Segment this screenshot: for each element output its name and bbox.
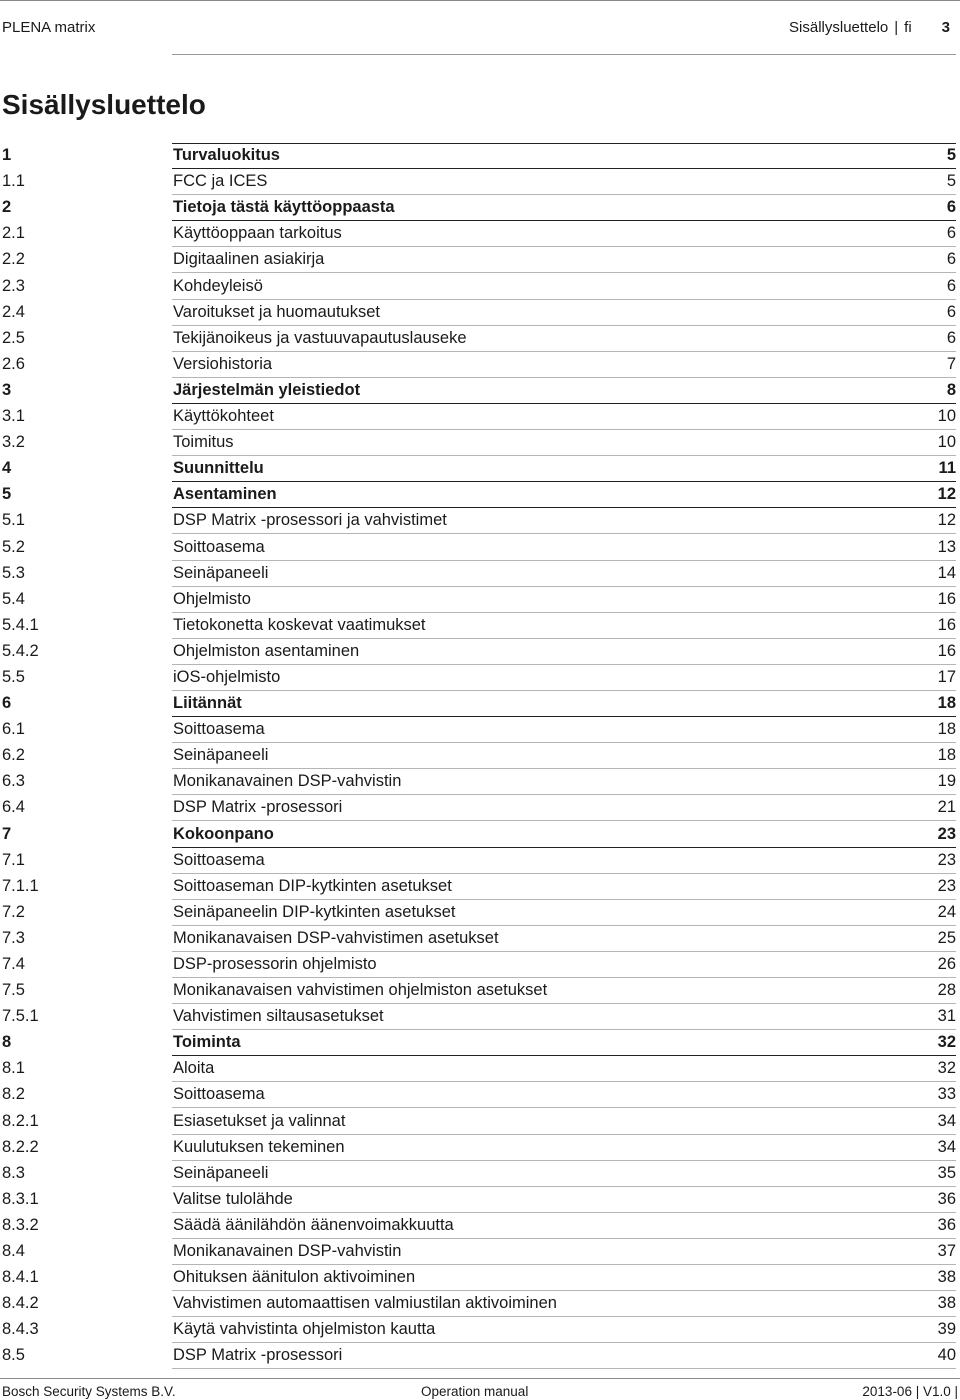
toc-entry-number: 7.5.1 (2, 1007, 39, 1026)
toc-entry[interactable] (0, 1030, 958, 1056)
toc-entry-page[interactable]: 18 (937, 746, 956, 765)
toc-entry[interactable] (0, 273, 958, 299)
toc-entry-page[interactable]: 39 (937, 1320, 956, 1339)
toc-entry-number: 5.4.2 (2, 641, 39, 660)
header-product-name: PLENA matrix (2, 19, 96, 36)
toc-entry-title[interactable]: Vahvistimen automaattisen valmiustilan aktivoiminen (173, 1294, 557, 1313)
toc-entry-number: 8.4.1 (2, 1268, 39, 1287)
toc-entry-number: 2.6 (2, 354, 25, 373)
toc-entry-number: 7.2 (2, 902, 25, 921)
toc-entry-title[interactable]: Säädä äänilähdön äänenvoimakkuutta (173, 1215, 454, 1234)
toc-entry[interactable] (0, 221, 958, 247)
toc-entry-title[interactable]: Käytä vahvistinta ohjelmiston kautta (173, 1320, 436, 1339)
toc-entry-number: 8.4 (2, 1242, 25, 1261)
toc-entry[interactable] (0, 1265, 958, 1291)
toc-entry-number: 4 (2, 459, 12, 478)
toc-entry[interactable] (0, 1135, 958, 1161)
toc-entry-page[interactable]: 6 (946, 198, 956, 217)
toc-entry-number: 5 (2, 485, 12, 504)
toc-entry[interactable] (0, 743, 958, 769)
toc-entry[interactable] (0, 482, 958, 508)
toc-entry-title[interactable]: Kohdeyleisö (173, 276, 263, 295)
toc-entry-page[interactable]: 25 (937, 928, 956, 947)
toc-entry-title[interactable]: Käyttöoppaan tarkoitus (173, 224, 342, 243)
toc-entry[interactable] (0, 926, 958, 952)
toc-entry-page[interactable]: 6 (946, 328, 956, 347)
toc-entry[interactable] (0, 326, 958, 352)
header-language: fi (904, 19, 912, 36)
footer-edition: 2013-06 | V1.0 | (862, 1384, 958, 1399)
toc-entry-number: 5.4 (2, 589, 25, 608)
toc-entry-number: 2.3 (2, 276, 25, 295)
toc-entry-title[interactable]: Aloita (173, 1059, 215, 1078)
toc-entry-title[interactable]: Kuulutuksen tekeminen (173, 1137, 345, 1156)
toc-entry-number: 7.3 (2, 928, 25, 947)
toc-entry[interactable] (0, 769, 958, 795)
toc-entry-number: 5.2 (2, 537, 25, 556)
toc-entry-page[interactable]: 18 (937, 694, 956, 713)
toc-entry[interactable] (0, 1161, 958, 1187)
toc-entry-page[interactable]: 6 (946, 224, 956, 243)
toc-entry-number: 8.3.2 (2, 1215, 39, 1234)
toc-entry-number: 3.1 (2, 407, 25, 426)
toc-entry-number: 8.2.1 (2, 1111, 39, 1130)
toc-entry-number: 3 (2, 380, 12, 399)
toc-entry[interactable] (0, 665, 958, 691)
toc-entry-title[interactable]: Monikanavainen DSP-vahvistin (173, 772, 402, 791)
toc-entry-number: 7.4 (2, 955, 25, 973)
toc-entry-title[interactable]: Seinäpaneeli (173, 746, 269, 765)
toc-entry-number: 8.1 (2, 1059, 25, 1078)
toc-entry[interactable] (0, 613, 958, 639)
page-title: Sisällysluettelo (2, 89, 206, 120)
toc-entry-page[interactable]: 5 (946, 146, 956, 165)
toc-entry-title[interactable]: Versiohistoria (173, 354, 273, 373)
toc-entry-title[interactable]: Digitaalinen asiakirja (173, 250, 325, 269)
toc-entry-title[interactable]: Monikanavaisen DSP-vahvistimen asetukset (173, 928, 499, 947)
toc-entry-page[interactable]: 17 (937, 667, 956, 686)
toc-entry-page[interactable]: 36 (937, 1215, 956, 1234)
toc-entry[interactable] (0, 561, 958, 587)
toc-entry-title[interactable]: Toimitus (173, 433, 234, 452)
toc-entry-title[interactable]: Esiasetukset ja valinnat (173, 1111, 346, 1130)
toc-entry-title[interactable]: Ohjelmiston asentaminen (173, 641, 360, 660)
toc-entry[interactable] (0, 1239, 958, 1265)
header-section-name: Sisällysluettelo (789, 19, 889, 36)
toc-entry-page[interactable]: 16 (937, 589, 956, 608)
toc-entry-page[interactable]: 33 (937, 1085, 956, 1104)
running-footer (2, 1383, 958, 1400)
toc-entry-page[interactable]: 37 (937, 1242, 956, 1261)
toc-entry-number: 7.5 (2, 981, 25, 1000)
toc-entry[interactable] (0, 300, 958, 326)
toc-entry-number: 8 (2, 1033, 12, 1052)
toc-entry-title[interactable]: Soittoaseman DIP-kytkinten asetukset (173, 876, 452, 895)
toc-entry[interactable] (0, 247, 958, 273)
toc-entry[interactable] (0, 169, 958, 195)
toc-entry[interactable] (0, 900, 958, 926)
toc-entry-title[interactable]: Soittoasema (173, 537, 265, 556)
toc-entry[interactable] (0, 1317, 958, 1343)
toc-entry-title[interactable]: Käyttökohteet (173, 407, 274, 426)
toc-entry-page[interactable]: 10 (937, 433, 956, 452)
toc-entry-page[interactable]: 21 (937, 798, 956, 817)
toc-entry[interactable] (0, 978, 958, 1004)
toc-entry-page[interactable]: 23 (937, 824, 956, 843)
toc-entry-page[interactable]: 7 (946, 354, 956, 373)
header-separator: | (894, 19, 899, 36)
toc-entry-title[interactable]: Monikanavaisen vahvistimen ohjelmiston asetukset (173, 981, 548, 1000)
toc-entry[interactable] (0, 874, 958, 900)
toc-entry-number: 3.2 (2, 433, 25, 452)
toc-entry-page[interactable]: 6 (946, 276, 956, 295)
table-of-contents (0, 143, 958, 1369)
toc-entry-page[interactable]: 16 (937, 641, 956, 660)
toc-entry-title[interactable]: Varoitukset ja huomautukset (173, 302, 380, 321)
toc-entry-number: 5.1 (2, 511, 25, 530)
toc-entry-title[interactable]: Seinäpaneeli (173, 563, 269, 582)
toc-entry[interactable] (0, 404, 958, 430)
toc-entry-number: 8.4.3 (2, 1320, 39, 1339)
toc-entry-title[interactable]: Tietokonetta koskevat vaatimukset (173, 615, 426, 634)
toc-entry-page[interactable]: 12 (937, 511, 956, 530)
toc-entry-number: 7.1.1 (2, 876, 39, 895)
footer-rule (0, 1378, 960, 1379)
toc-entry-page[interactable]: 32 (937, 1033, 956, 1052)
toc-entry-number: 8.5 (2, 1346, 25, 1365)
toc-entry-title[interactable]: Seinäpaneelin DIP-kytkinten asetukset (173, 902, 456, 921)
toc-entry[interactable] (0, 456, 958, 482)
toc-entry[interactable] (0, 821, 958, 847)
toc-entry[interactable] (0, 1213, 958, 1239)
toc-entry-title[interactable]: Liitännät (173, 694, 242, 713)
toc-entry[interactable] (0, 639, 958, 665)
toc-entry[interactable] (0, 691, 958, 717)
footer-company: Bosch Security Systems B.V. (2, 1384, 176, 1399)
toc-entry[interactable] (0, 795, 958, 821)
toc-entry[interactable] (0, 1082, 958, 1108)
toc-entry-page[interactable]: 23 (937, 876, 956, 895)
toc-entry-number: 5.3 (2, 563, 25, 582)
toc-entry[interactable] (0, 508, 958, 534)
toc-entry-title[interactable]: Suunnittelu (173, 459, 264, 478)
toc-entry[interactable] (0, 1004, 958, 1030)
toc-entry-title[interactable]: Ohituksen äänitulon aktivoiminen (173, 1268, 416, 1287)
toc-entry-number: 8.3.1 (2, 1189, 39, 1208)
toc-entry-page[interactable]: 36 (937, 1189, 956, 1208)
toc-entry[interactable] (0, 717, 958, 743)
toc-entry-page[interactable]: 31 (937, 1007, 956, 1026)
toc-entry-page[interactable]: 8 (946, 380, 956, 399)
toc-entry[interactable] (0, 1291, 958, 1317)
toc-entry-title[interactable]: FCC ja ICES (173, 172, 268, 191)
toc-entry-page[interactable]: 6 (946, 250, 956, 269)
toc-entry[interactable] (0, 1108, 958, 1134)
toc-entry[interactable] (0, 352, 958, 378)
toc-entry[interactable] (0, 195, 958, 221)
toc-entry-page[interactable]: 32 (937, 1059, 956, 1078)
toc-entry[interactable] (0, 430, 958, 456)
toc-entry-title[interactable]: Asentaminen (173, 485, 277, 504)
toc-entry-number: 2.2 (2, 250, 25, 269)
toc-entry-number: 8.4.2 (2, 1294, 39, 1313)
toc-entry-number: 1 (2, 146, 12, 165)
toc-entry-title[interactable]: Soittoasema (173, 1085, 265, 1104)
toc-entry-title[interactable]: Soittoasema (173, 720, 265, 739)
toc-entry-page[interactable]: 40 (937, 1346, 956, 1365)
toc-entry-page[interactable]: 19 (937, 772, 956, 791)
toc-entry-page[interactable]: 38 (937, 1268, 956, 1287)
toc-entry[interactable] (0, 587, 958, 613)
footer-document-type: Operation manual (421, 1384, 529, 1399)
toc-entry[interactable] (0, 1056, 958, 1082)
toc-entry-title[interactable]: DSP-prosessorin ohjelmisto (173, 955, 377, 973)
toc-entry-title[interactable]: Tietoja tästä käyttöoppaasta (173, 198, 395, 217)
toc-entry[interactable] (0, 143, 958, 169)
toc-entry-page[interactable]: 13 (937, 537, 956, 556)
toc-entry-page[interactable]: 5 (946, 172, 956, 191)
toc-entry-page[interactable]: 10 (937, 407, 956, 426)
toc-entry[interactable] (0, 534, 958, 560)
toc-entry-title[interactable]: Vahvistimen siltausasetukset (173, 1007, 384, 1026)
toc-entry-title[interactable]: DSP Matrix -prosessori ja vahvistimet (173, 511, 447, 530)
toc-entry-page[interactable]: 14 (937, 563, 956, 582)
toc-entry-title[interactable]: iOS-ohjelmisto (173, 667, 281, 686)
toc-entry-number: 6 (2, 694, 12, 713)
toc-entry-page[interactable]: 34 (937, 1111, 956, 1130)
toc-entry-page[interactable]: 28 (937, 981, 956, 1000)
toc-entry[interactable] (0, 378, 958, 404)
toc-entry-title[interactable]: Toiminta (173, 1033, 241, 1052)
toc-entry-number: 2 (2, 198, 12, 217)
toc-entry-title[interactable]: Seinäpaneeli (173, 1163, 269, 1182)
toc-entry-number: 6.1 (2, 720, 25, 739)
toc-entry-page[interactable]: 12 (937, 485, 956, 504)
toc-entry-number: 7 (2, 824, 12, 843)
top-rule (0, 0, 960, 1)
toc-entry-title[interactable]: Tekijänoikeus ja vastuuvapautuslauseke (173, 328, 467, 347)
toc-entry-page[interactable]: 26 (937, 955, 956, 973)
toc-entry-title[interactable]: Kokoonpano (173, 824, 274, 843)
toc-entry-number: 6.3 (2, 772, 25, 791)
toc-entry-number: 2.5 (2, 328, 25, 347)
toc-entry-title[interactable]: Valitse tulolähde (173, 1189, 293, 1208)
toc-entry-number: 5.4.1 (2, 615, 39, 634)
toc-entry-rule (172, 1368, 956, 1369)
toc-entry-page[interactable]: 38 (937, 1294, 956, 1313)
toc-entry-title[interactable]: Turvaluokitus (173, 146, 280, 165)
toc-entry-number: 5.5 (2, 667, 25, 686)
header-right-group (789, 17, 950, 39)
toc-entry-number: 2.4 (2, 302, 25, 321)
toc-entry-title[interactable]: Monikanavainen DSP-vahvistin (173, 1242, 402, 1261)
toc-entry-number: 6.2 (2, 746, 25, 765)
toc-entry-number: 2.1 (2, 224, 25, 243)
toc-entry[interactable] (0, 1187, 958, 1213)
toc-entry-page[interactable]: 35 (937, 1163, 956, 1182)
toc-entry-title[interactable]: Soittoasema (173, 850, 265, 869)
toc-entry-page[interactable]: 23 (937, 850, 956, 869)
toc-entry-number: 8.3 (2, 1163, 25, 1182)
toc-entry[interactable] (0, 848, 958, 874)
toc-entry-number: 8.2.2 (2, 1137, 39, 1156)
toc-entry-page[interactable]: 34 (937, 1137, 956, 1156)
toc-entry-number: 7.1 (2, 850, 25, 869)
toc-entry-title[interactable]: Järjestelmän yleistiedot (173, 380, 361, 399)
toc-entry-page[interactable]: 18 (937, 720, 956, 739)
header-rule (172, 54, 956, 55)
toc-entry[interactable] (0, 952, 958, 978)
toc-entry-page[interactable]: 16 (937, 615, 956, 634)
toc-entry-title[interactable]: DSP Matrix -prosessori (173, 1346, 343, 1365)
toc-entry-page[interactable]: 24 (937, 902, 956, 921)
running-header (2, 17, 950, 39)
toc-entry-title[interactable]: DSP Matrix -prosessori (173, 798, 343, 817)
toc-entry-page[interactable]: 11 (938, 459, 956, 478)
header-page-number: 3 (941, 19, 950, 36)
toc-entry-number: 8.2 (2, 1085, 25, 1104)
toc-entry-number: 6.4 (2, 798, 25, 817)
toc-entry[interactable] (0, 1343, 958, 1369)
toc-entry-page[interactable]: 6 (946, 302, 956, 321)
toc-entry-title[interactable]: Ohjelmisto (173, 589, 251, 608)
toc-entry-number: 1.1 (2, 172, 25, 191)
